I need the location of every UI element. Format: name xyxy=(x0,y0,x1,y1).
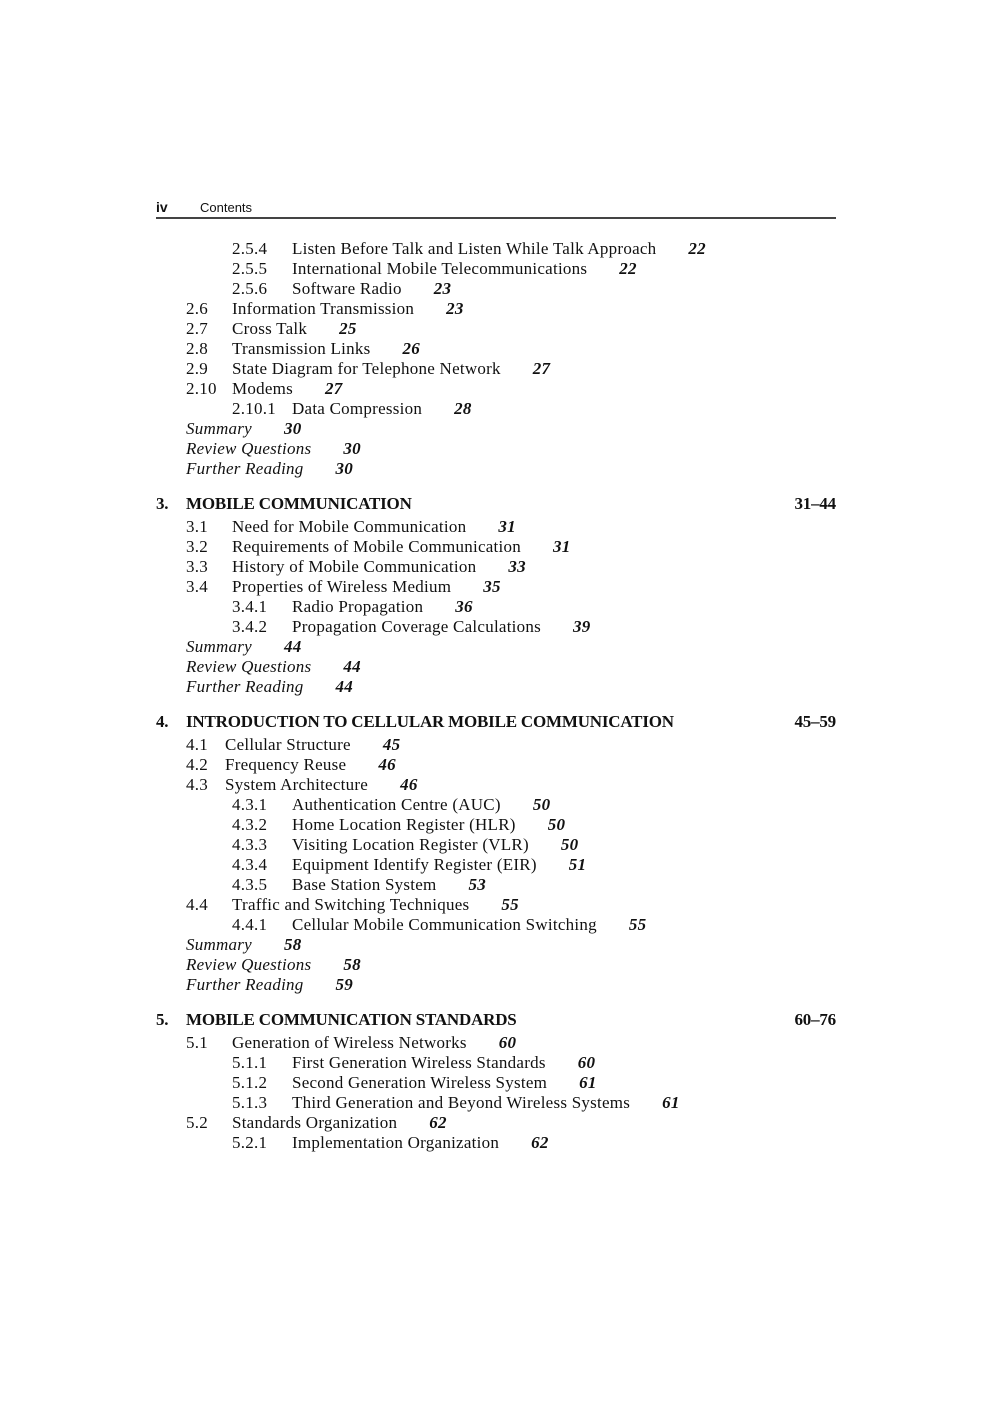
entry-title: History of Mobile Communication xyxy=(232,557,477,576)
entry-title-group xyxy=(232,339,420,359)
entry-number: 2.7 xyxy=(186,319,208,338)
entry-title: Review Questions xyxy=(186,439,312,458)
entry-title-group xyxy=(292,259,637,279)
entry-number: 5.2.1 xyxy=(232,1133,268,1152)
entry-title-group xyxy=(186,494,412,514)
toc-entry xyxy=(0,259,992,279)
entry-page: 60 xyxy=(498,1033,517,1052)
entry-number: 4.3.1 xyxy=(232,795,268,814)
entry-page: 50 xyxy=(532,795,551,814)
entry-title-group xyxy=(292,1053,595,1073)
entry-number: 4.2 xyxy=(186,755,208,774)
entry-page: 27 xyxy=(532,359,551,378)
back-matter-entry xyxy=(0,637,992,657)
entry-page: 46 xyxy=(378,755,396,774)
back-matter-entry xyxy=(0,459,992,479)
entry-title: Summary xyxy=(186,419,252,438)
entry-page: 44 xyxy=(335,677,354,696)
entry-page: 25 xyxy=(339,319,357,338)
entry-page: 58 xyxy=(283,935,302,954)
entry-title-group xyxy=(292,399,472,419)
entry-number: 2.6 xyxy=(186,299,208,318)
entry-title-group xyxy=(186,1010,517,1030)
running-header xyxy=(156,199,836,219)
entry-title-group xyxy=(292,915,646,935)
entry-title: State Diagram for Telephone Network xyxy=(232,359,501,378)
entry-number: 4.1 xyxy=(186,735,208,754)
entry-number: 5. xyxy=(156,1010,169,1029)
toc-entry xyxy=(0,517,992,537)
entry-page: 44 xyxy=(283,637,302,656)
entry-title: International Mobile Telecommunications xyxy=(292,259,588,278)
entry-number: 5.2 xyxy=(186,1113,208,1132)
entry-page: 59 xyxy=(335,975,354,994)
entry-number: 5.1.3 xyxy=(232,1093,268,1112)
entry-title-group xyxy=(292,1093,680,1113)
toc-entry xyxy=(0,399,992,419)
entry-title: Further Reading xyxy=(186,975,304,994)
chapter-heading xyxy=(0,712,992,732)
entry-title-group xyxy=(232,517,516,537)
entry-number: 5.1.2 xyxy=(232,1073,268,1092)
toc-entry xyxy=(0,1073,992,1093)
toc-entry xyxy=(0,915,992,935)
entry-page: 39 xyxy=(573,617,591,636)
entry-page: 27 xyxy=(325,379,343,398)
toc-entry xyxy=(0,279,992,299)
entry-number: 3.2 xyxy=(186,537,208,556)
entry-page: 31 xyxy=(498,517,516,536)
chapter-page-range: 60–76 xyxy=(794,1010,836,1029)
toc-entry xyxy=(0,319,992,339)
entry-title-group xyxy=(292,1133,549,1153)
entry-page: 61 xyxy=(579,1073,597,1092)
entry-title: System Architecture xyxy=(225,775,369,794)
entry-page: 55 xyxy=(501,895,519,914)
page-number: iv xyxy=(156,199,168,215)
entry-title-group xyxy=(186,955,361,975)
entry-title-group xyxy=(186,637,301,657)
entry-title: Generation of Wireless Networks xyxy=(232,1033,467,1052)
entry-number: 5.1 xyxy=(186,1033,208,1052)
entry-number: 3.4.2 xyxy=(232,617,268,636)
entry-title: Frequency Reuse xyxy=(225,755,347,774)
entry-title-group xyxy=(186,419,301,439)
entry-title: Listen Before Talk and Listen While Talk Approach xyxy=(292,239,657,258)
entry-number: 2.8 xyxy=(186,339,208,358)
entry-title-group xyxy=(292,875,486,895)
entry-title: Requirements of Mobile Communication xyxy=(232,537,521,556)
entry-page: 60 xyxy=(577,1053,596,1072)
entry-number: 4.3.5 xyxy=(232,875,268,894)
entry-title-group xyxy=(232,1113,447,1133)
toc-entry xyxy=(0,1093,992,1113)
entry-title: Cross Talk xyxy=(232,319,308,338)
entry-number: 2.5.4 xyxy=(232,239,268,258)
entry-title: Third Generation and Beyond Wireless Systems xyxy=(292,1093,631,1112)
entry-title-group xyxy=(292,597,473,617)
entry-title: Traffic and Switching Techniques xyxy=(232,895,470,914)
entry-number: 3.1 xyxy=(186,517,208,536)
back-matter-entry xyxy=(0,975,992,995)
entry-page: 22 xyxy=(619,259,637,278)
entry-title-group xyxy=(186,935,301,955)
entry-number: 3. xyxy=(156,494,169,513)
entry-title: INTRODUCTION TO CELLULAR MOBILE COMMUNICATION xyxy=(186,712,674,731)
entry-title: Further Reading xyxy=(186,459,304,478)
toc-entry xyxy=(0,239,992,259)
entry-page: 33 xyxy=(508,557,526,576)
entry-title: Home Location Register (HLR) xyxy=(292,815,516,834)
entry-title-group xyxy=(292,855,586,875)
entry-page: 50 xyxy=(547,815,566,834)
toc-entry xyxy=(0,339,992,359)
entry-title: Data Compression xyxy=(292,399,423,418)
entry-title-group xyxy=(225,755,396,775)
entry-page: 30 xyxy=(343,439,361,458)
entry-title-group xyxy=(186,712,674,732)
entry-number: 3.4.1 xyxy=(232,597,268,616)
entry-number: 4.3.4 xyxy=(232,855,268,874)
entry-title-group xyxy=(232,299,464,319)
entry-title: Cellular Mobile Communication Switching xyxy=(292,915,597,934)
entry-page: 53 xyxy=(468,875,487,894)
entry-page: 61 xyxy=(662,1093,680,1112)
entry-title: Propagation Coverage Calculations xyxy=(292,617,542,636)
entry-page: 36 xyxy=(455,597,473,616)
entry-number: 3.3 xyxy=(186,557,208,576)
entry-title-group xyxy=(225,735,400,755)
entry-title: Summary xyxy=(186,935,252,954)
entry-title-group xyxy=(232,577,501,597)
entry-page: 55 xyxy=(628,915,647,934)
toc-entry xyxy=(0,299,992,319)
toc-entry xyxy=(0,755,992,775)
entry-number: 2.10 xyxy=(186,379,217,398)
toc-entry xyxy=(0,795,992,815)
entry-title-group xyxy=(186,657,361,677)
entry-title-group xyxy=(232,895,519,915)
entry-title-group xyxy=(232,359,550,379)
entry-page: 22 xyxy=(688,239,706,258)
entry-title-group xyxy=(292,795,550,815)
back-matter-entry xyxy=(0,419,992,439)
toc-entry xyxy=(0,537,992,557)
entry-number: 4.3.2 xyxy=(232,815,268,834)
entry-title: Base Station System xyxy=(292,875,437,894)
toc-entry xyxy=(0,1133,992,1153)
chapter-page-range: 31–44 xyxy=(794,494,836,513)
entry-number: 2.9 xyxy=(186,359,208,378)
entry-page: 23 xyxy=(446,299,464,318)
entry-title: Further Reading xyxy=(186,677,304,696)
entry-number: 5.1.1 xyxy=(232,1053,268,1072)
entry-page: 30 xyxy=(283,419,302,438)
entry-title-group xyxy=(292,279,451,299)
chapter-heading xyxy=(0,494,992,514)
entry-title-group xyxy=(292,617,591,637)
entry-page: 44 xyxy=(343,657,361,676)
entry-number: 3.4 xyxy=(186,577,208,596)
entry-title-group xyxy=(232,379,343,399)
chapter-heading xyxy=(0,1010,992,1030)
entry-title: Summary xyxy=(186,637,252,656)
entry-title: First Generation Wireless Standards xyxy=(292,1053,546,1072)
toc-entry xyxy=(0,735,992,755)
toc-entry xyxy=(0,577,992,597)
entry-title-group xyxy=(232,1033,516,1053)
toc-entry xyxy=(0,895,992,915)
entry-page: 30 xyxy=(335,459,354,478)
back-matter-entry xyxy=(0,657,992,677)
entry-page: 45 xyxy=(382,735,401,754)
toc-entry xyxy=(0,379,992,399)
entry-title-group xyxy=(292,815,565,835)
entry-title: Radio Propagation xyxy=(292,597,424,616)
toc-entry xyxy=(0,875,992,895)
entry-page: 62 xyxy=(531,1133,549,1152)
toc-entry xyxy=(0,1053,992,1073)
entry-page: 46 xyxy=(400,775,418,794)
entry-page: 35 xyxy=(483,577,501,596)
entry-page: 62 xyxy=(429,1113,447,1132)
entry-title: MOBILE COMMUNICATION STANDARDS xyxy=(186,1010,517,1029)
back-matter-entry xyxy=(0,677,992,697)
entry-title: Software Radio xyxy=(292,279,402,298)
entry-title: Authentication Centre (AUC) xyxy=(292,795,501,814)
entry-title: Properties of Wireless Medium xyxy=(232,577,452,596)
entry-title-group xyxy=(225,775,418,795)
entry-title: MOBILE COMMUNICATION xyxy=(186,494,412,513)
entry-number: 4.4.1 xyxy=(232,915,268,934)
toc-entry xyxy=(0,597,992,617)
entry-title-group xyxy=(186,677,353,697)
entry-title: Review Questions xyxy=(186,657,312,676)
toc-entry xyxy=(0,855,992,875)
entry-title: Modems xyxy=(232,379,293,398)
entry-title-group xyxy=(232,557,526,577)
entry-title: Information Transmission xyxy=(232,299,415,318)
entry-page: 23 xyxy=(433,279,452,298)
entry-number: 4. xyxy=(156,712,169,731)
entry-number: 4.3.3 xyxy=(232,835,268,854)
toc-entry xyxy=(0,1113,992,1133)
toc-entry xyxy=(0,557,992,577)
entry-page: 31 xyxy=(553,537,571,556)
running-title: Contents xyxy=(200,200,253,215)
entry-number: 2.5.6 xyxy=(232,279,268,298)
entry-page: 50 xyxy=(560,835,579,854)
entry-title-group xyxy=(292,835,578,855)
entry-title-group xyxy=(186,459,353,479)
toc-entry xyxy=(0,815,992,835)
toc-entry xyxy=(0,1033,992,1053)
entry-title-group xyxy=(292,1073,597,1093)
entry-page: 28 xyxy=(454,399,472,418)
entry-page: 51 xyxy=(568,855,587,874)
entry-title: Standards Organization xyxy=(232,1113,398,1132)
entry-title: Visiting Location Register (VLR) xyxy=(292,835,529,854)
toc-entry xyxy=(0,359,992,379)
chapter-page-range: 45–59 xyxy=(794,712,836,731)
entry-title: Transmission Links xyxy=(232,339,371,358)
toc-entry xyxy=(0,617,992,637)
entry-page: 26 xyxy=(402,339,420,358)
entry-title-group xyxy=(292,239,706,259)
entry-page: 58 xyxy=(343,955,361,974)
toc-entry xyxy=(0,835,992,855)
table-of-contents xyxy=(0,239,992,1153)
entry-number: 2.10.1 xyxy=(232,399,276,418)
entry-title: Second Generation Wireless System xyxy=(292,1073,548,1092)
entry-number: 4.4 xyxy=(186,895,208,914)
entry-number: 2.5.5 xyxy=(232,259,268,278)
entry-title: Review Questions xyxy=(186,955,312,974)
entry-title-group xyxy=(186,439,361,459)
entry-title-group xyxy=(186,975,353,995)
back-matter-entry xyxy=(0,439,992,459)
back-matter-entry xyxy=(0,935,992,955)
entry-number: 4.3 xyxy=(186,775,208,794)
entry-title: Equipment Identify Register (EIR) xyxy=(292,855,537,874)
entry-title-group xyxy=(232,537,571,557)
toc-entry xyxy=(0,775,992,795)
entry-title: Need for Mobile Communication xyxy=(232,517,467,536)
entry-title: Implementation Organization xyxy=(292,1133,500,1152)
entry-title-group xyxy=(232,319,357,339)
entry-title: Cellular Structure xyxy=(225,735,351,754)
back-matter-entry xyxy=(0,955,992,975)
